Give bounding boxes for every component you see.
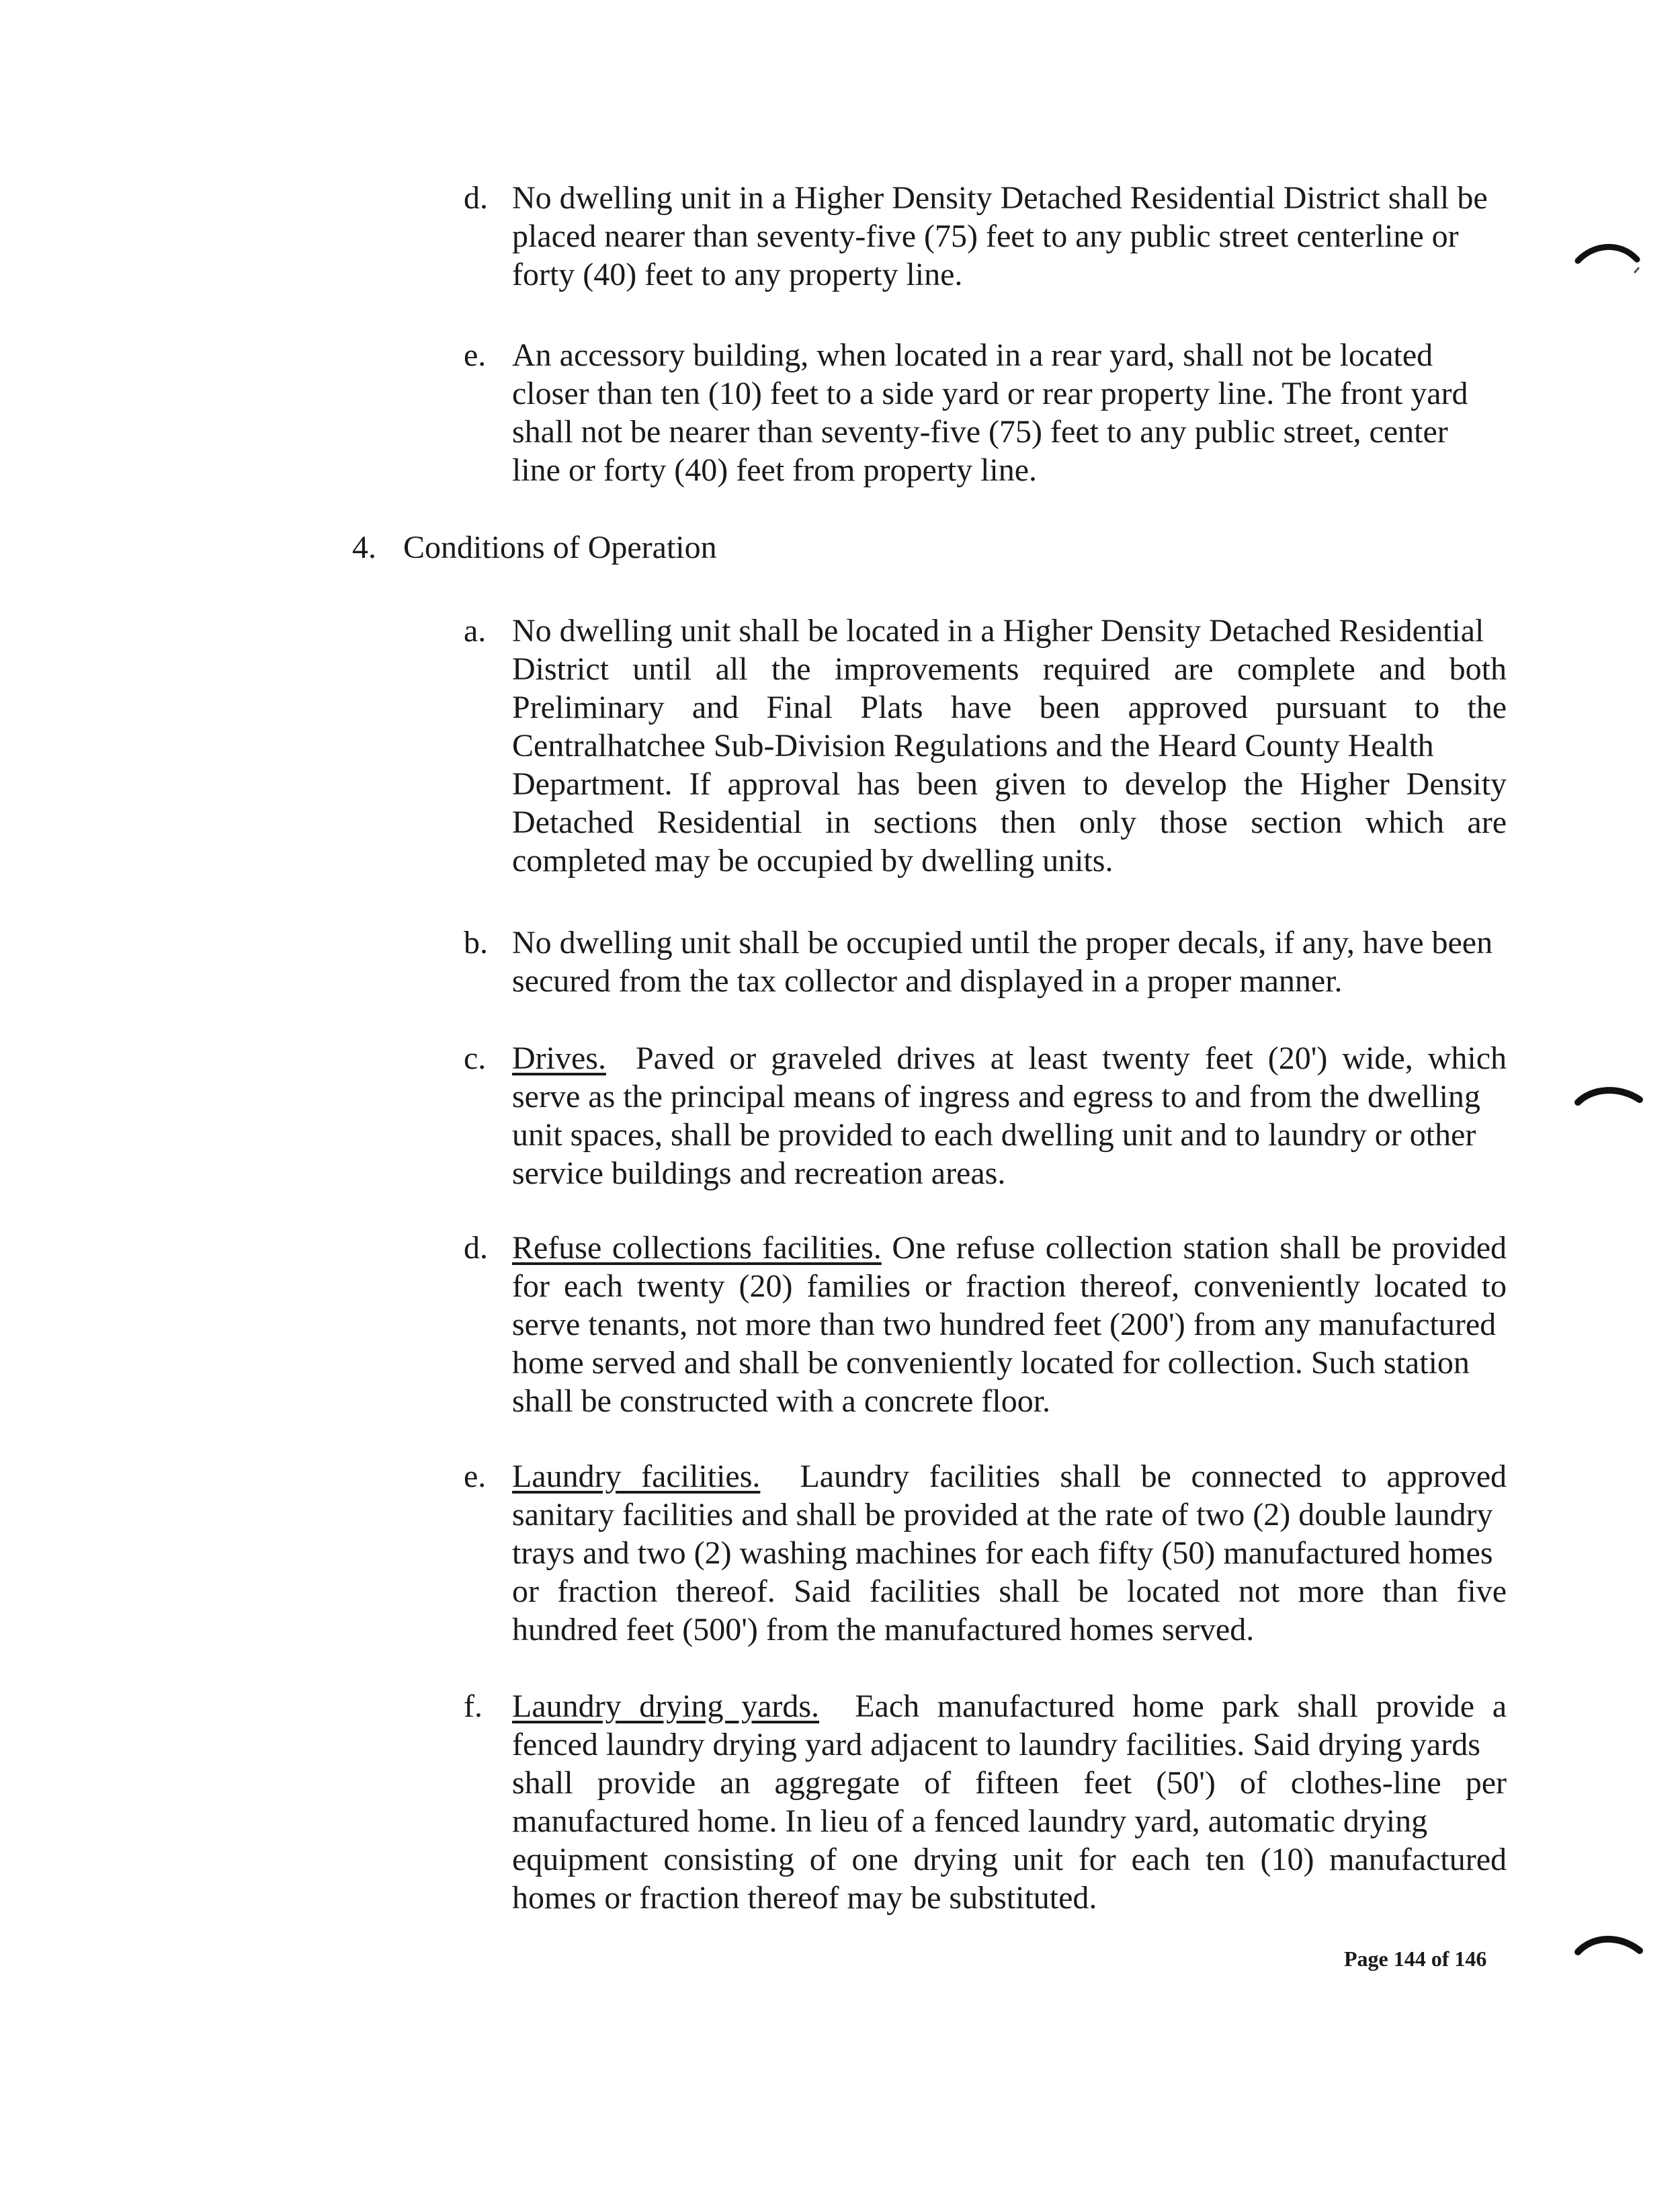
text-run: Paved or graveled drives at least twenty feet (20') wide, which — [635, 1041, 1507, 1076]
text-line: fenced laundry drying yard adjacent to laundry facilities. Said drying yards — [512, 1727, 1480, 1762]
text-line: shall not be nearer than seventy-five (75) feet to any public street, center — [512, 414, 1448, 450]
text-line: closer than ten (10) feet to a side yard or rear property line. The front yard — [512, 376, 1468, 411]
text-line: homes or fraction thereof may be substituted. — [512, 1880, 1097, 1916]
item-body — [512, 1229, 1507, 1420]
text-line — [512, 1039, 1507, 1077]
list-item-b-decals — [464, 924, 1507, 1000]
list-item-d-refuse-collection — [464, 1229, 1507, 1420]
item-body — [512, 1457, 1507, 1649]
item-title: Refuse collections facilities. — [512, 1230, 882, 1266]
item-marker: b. — [464, 925, 488, 961]
text-line: unit spaces, shall be provided to each dwelling unit and to laundry or other — [512, 1117, 1476, 1153]
text-line: No dwelling unit shall be occupied until the proper decals, if any, have been — [512, 925, 1493, 961]
text-line: Department. If approval has been given to develop the Higher Density — [512, 766, 1507, 802]
list-item-a-improvements — [464, 612, 1507, 880]
list-item-f-laundry-drying-yards — [464, 1687, 1507, 1917]
text-run: Laundry facilities shall be connected to approved — [800, 1459, 1507, 1494]
text-line: Centralhatchee Sub-Division Regulations and the Heard County Health — [512, 728, 1434, 764]
text-line: No dwelling unit in a Higher Density Detached Residential District shall be — [512, 180, 1488, 216]
scan-artifact-icon — [1572, 1922, 1646, 1963]
text-line: serve as the principal means of ingress and egress to and from the dwelling — [512, 1079, 1480, 1114]
text-line: hundred feet (500') from the manufactured homes served. — [512, 1612, 1255, 1647]
text-line — [512, 1457, 1507, 1496]
section-number: 4. — [352, 530, 376, 565]
item-body — [512, 924, 1507, 1000]
item-title: Laundry facilities. — [512, 1459, 761, 1494]
text-line: An accessory building, when located in a rear yard, shall not be located — [512, 337, 1433, 373]
text-line: sanitary facilities and shall be provided at the rate of two (2) double laundry — [512, 1497, 1493, 1533]
item-body — [512, 612, 1507, 880]
text-line: or fraction thereof. Said facilities shall be located not more than five — [512, 1574, 1507, 1609]
list-item-c-drives — [464, 1039, 1507, 1192]
item-body — [512, 1039, 1507, 1192]
text-line: District until all the improvements required are complete and both — [512, 651, 1507, 687]
list-item-e-laundry-facilities — [464, 1457, 1507, 1649]
text-line: placed nearer than seventy-five (75) feet to any public street centerline or — [512, 218, 1459, 254]
text-line: serve tenants, not more than two hundred feet (200') from any manufactured — [512, 1307, 1497, 1342]
text-line: shall be constructed with a concrete floor. — [512, 1383, 1051, 1419]
section-title: Conditions of Operation — [403, 530, 717, 565]
section-heading-conditions-of-operation — [352, 528, 1546, 567]
item-marker: a. — [464, 613, 487, 649]
text-line: No dwelling unit shall be located in a Higher Density Detached Residential — [512, 613, 1484, 649]
text-line: shall provide an aggregate of fifteen feet (50') of clothes-line per — [512, 1765, 1507, 1801]
text-line: trays and two (2) washing machines for each fifty (50) manufactured homes — [512, 1535, 1493, 1571]
item-body — [512, 179, 1507, 294]
item-body — [512, 336, 1507, 489]
text-line: line or forty (40) feet from property line. — [512, 452, 1038, 488]
text-line: Preliminary and Final Plats have been approved pursuant to the — [512, 690, 1507, 725]
list-item-d-setback — [464, 179, 1507, 294]
text-run: Each manufactured home park shall provide a — [855, 1688, 1507, 1724]
text-line — [512, 1687, 1507, 1725]
item-title: Laundry drying yards. — [512, 1688, 820, 1724]
text-run: One refuse collection station shall be provided — [892, 1230, 1507, 1266]
text-line: forty (40) feet to any property line. — [512, 257, 963, 292]
text-line: service buildings and recreation areas. — [512, 1155, 1006, 1191]
scan-artifact-icon — [1572, 226, 1646, 280]
text-line: for each twenty (20) families or fraction thereof, conveniently located to — [512, 1268, 1507, 1304]
item-marker: f. — [464, 1688, 482, 1724]
page-number: Page 144 of 146 — [1344, 1947, 1487, 1971]
text-line — [512, 1229, 1507, 1267]
list-item-e-accessory-building — [464, 336, 1507, 489]
item-marker: e. — [464, 337, 487, 373]
item-marker: e. — [464, 1459, 487, 1494]
text-line: completed may be occupied by dwelling units. — [512, 843, 1114, 879]
item-marker: d. — [464, 1230, 488, 1266]
text-line: home served and shall be conveniently located for collection. Such station — [512, 1345, 1470, 1381]
text-line: Detached Residential in sections then only those section which are — [512, 805, 1507, 840]
scan-artifact-icon — [1572, 1074, 1646, 1114]
item-marker: d. — [464, 180, 488, 216]
item-marker: c. — [464, 1041, 487, 1076]
item-body — [512, 1687, 1507, 1917]
text-line: equipment consisting of one drying unit for each ten (10) manufactured — [512, 1842, 1507, 1877]
text-line: manufactured home. In lieu of a fenced laundry yard, automatic drying — [512, 1803, 1428, 1839]
item-title: Drives. — [512, 1041, 606, 1076]
text-line: secured from the tax collector and displayed in a proper manner. — [512, 963, 1343, 999]
